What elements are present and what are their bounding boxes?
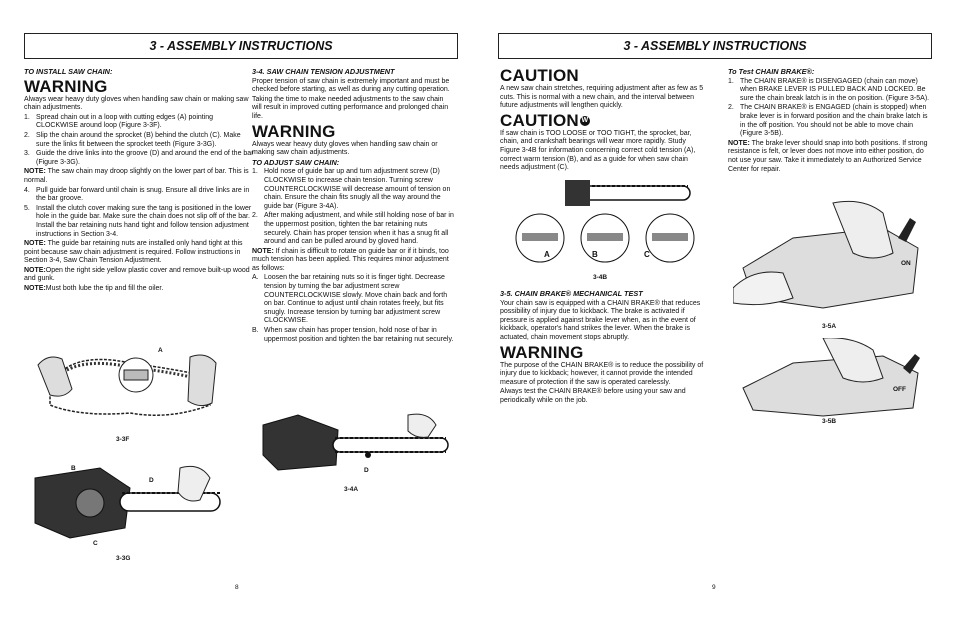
- adjust-title: TO ADJUST SAW CHAIN:: [252, 157, 340, 167]
- caution-heading: CAUTION: [500, 66, 579, 85]
- fig-3-4b-label-c: C: [644, 250, 650, 259]
- caution-text: If saw chain is TOO LOOSE or TOO TIGHT, the sprocket, bar, chain, and crankshaft bearings will wear more rapidly. Study Figure 3-4B for information concerning correct cold tension (A), correct warm tension (B), and as a guide for when saw chain needs adjustment (C).: [500, 129, 696, 172]
- note: NOTE: The brake lever should snap into both positions. If strong resistance is felt, or lever does not move into either position, do not use your saw. Take it immediately to an Authorized Service Center for repair.: [728, 139, 928, 173]
- test-title: To Test CHAIN BRAKE®:: [728, 67, 815, 76]
- figure-3-3f: [30, 345, 230, 430]
- fig-3-3f-caption: 3-3F: [116, 436, 130, 443]
- fig-3-4b-caption: 3-4B: [593, 274, 608, 281]
- figure-3-4b: [510, 178, 700, 273]
- note: NOTE:Must both lube the tip and fill the oiler.: [24, 285, 164, 293]
- page-number-left: 8: [235, 584, 239, 591]
- paragraph: Taking the time to make needed adjustments to the saw chain will result in improved cutting performance and prolonged chain life.: [252, 95, 449, 120]
- note: NOTE: The guide bar retaining nuts are installed only hand tight at this point because saw chain adjustment is required. Follow instructions in Section 3-4, Saw Chain Tension Adjustment.: [24, 240, 243, 265]
- fig-3-3g-label-d: D: [149, 477, 154, 484]
- fig-3-5b-caption: 3-5B: [822, 418, 837, 425]
- fig-3-3f-label-a: A: [158, 347, 163, 354]
- caution-text: A new saw chain stretches, requiring adjustment after as few as 5 cuts. This is normal with a new chain, and the interval between future adjustments will lengthen quickly.: [500, 85, 704, 110]
- note: NOTE:Open the right side yellow plastic cover and remove built-up wood and gunk.: [24, 266, 250, 283]
- left-column-1: [24, 68, 254, 295]
- figure-3-4a: [258, 410, 458, 480]
- list-item: 3. Guide the drive links into the groove (D) and around the end of the bar (Figure 3-3G).: [24, 150, 254, 166]
- section-3-4-title: 3-4. SAW CHAIN TENSION ADJUSTMENT: [252, 67, 395, 76]
- right-header-title: 3 - ASSEMBLY INSTRUCTIONS: [623, 39, 807, 53]
- warning-heading: WARNING: [24, 76, 108, 96]
- figure-3-3g: [30, 458, 235, 550]
- fig-3-5b-label-off: OFF: [893, 386, 906, 393]
- install-title: TO INSTALL SAW CHAIN:: [24, 67, 113, 76]
- caution-w-heading: CAUTION W: [500, 110, 589, 130]
- list-item: 4. Pull guide bar forward until chain is snug. Ensure all drive links are in the bar groove.: [24, 186, 250, 203]
- fig-3-3g-label-b: B: [71, 465, 76, 472]
- right-column-1: [500, 67, 705, 174]
- fig-3-5a-label-on: ON: [901, 260, 911, 267]
- warning-text-2: Always test the CHAIN BRAKE® before using your saw and periodically while on the job.: [500, 388, 686, 404]
- warning-text: Always wear heavy duty gloves when handling saw chain or making saw chain adjustments.: [24, 95, 249, 112]
- section-3-5-title: 3-5. CHAIN BRAKE® MECHANICAL TEST: [500, 289, 643, 298]
- list-item: 1. Hold nose of guide bar up and turn adjustment screw (D) CLOCKWISE to increase chain tension. Turning screw COUNTERCLOCKWISE will decrease amount of tension on chain. Ensure the chain fits snugly all the way around the guide bar (Figure 3-4A).: [252, 168, 451, 210]
- fig-3-3g-caption: 3-3G: [116, 555, 131, 562]
- left-column-2: [252, 68, 455, 345]
- warning-text: The purpose of the CHAIN BRAKE® is to reduce the possibility of injury due to kickback; however, it cannot provide the intended measure of protection if the saw is operated carelessly.: [500, 361, 704, 386]
- right-column-1-lower: [500, 290, 705, 407]
- list-item: 1. Spread chain out in a loop with cutting edges (A) pointing CLOCKWISE around loop (Figure 3-3F).: [24, 113, 214, 130]
- list-item: 2. Slip the chain around the sprocket (B) behind the clutch (C). Make sure the links fit between the sprocket teeth (Figure 3-3G).: [24, 131, 241, 148]
- right-column-2: [728, 68, 931, 175]
- paragraph: Your chain saw is equipped with a CHAIN BRAKE® that reduces possibility of injury due to kickback. The brake is activated if pressure is applied against brake lever when, as in the event of kickback, operator's hand strikes the lever. When the brake is actuated, chain movement stops abruptly.: [500, 299, 701, 341]
- left-header-title: 3 - ASSEMBLY INSTRUCTIONS: [149, 39, 333, 53]
- note: NOTE: The saw chain may droop slightly on the lower part of bar. This is normal.: [24, 168, 249, 184]
- fig-3-4a-label-d: D: [364, 467, 369, 474]
- warning-text: Always wear heavy duty gloves when handling saw chain or making saw chain adjustments.: [252, 140, 438, 157]
- fig-3-3g-label-c: C: [93, 540, 98, 547]
- left-header: [24, 33, 458, 59]
- warning-heading: WARNING: [252, 121, 336, 141]
- list-item: B. When saw chain has proper tension, hold nose of bar in uppermost position and tighten the bar retaining nut securely.: [252, 327, 454, 343]
- list-item: A. Loosen the bar retaining nuts so it is finger tight. Decrease tension by turning the bar adjustment screw COUNTERCLOCKWISE slowly. Move chain back and forth on bar. Continue to adjust until chain rotates freely, but fits snugly. Increase tension by turning bar adjustment screw CLOCKWISE.: [252, 274, 448, 325]
- fig-3-4a-caption: 3-4A: [344, 486, 359, 493]
- fig-3-5a-caption: 3-5A: [822, 323, 837, 330]
- fig-3-4b-label-b: B: [592, 250, 598, 259]
- list-item: 1. The CHAIN BRAKE® is DISENGAGED (chain can move) when BRAKE LEVER IS PULLED BACK AND LOCKED. Be sure the chain break latch is in the on position. (Figure 3-5A).: [728, 77, 930, 102]
- list-item: 5. Install the clutch cover making sure the tang is positioned in the lower hole in the guide bar. Make sure the chain does not slip off of the bar. Install the bar retaining nuts hand tight and follow tension adjustment instructions in Section 3-4.: [24, 204, 252, 238]
- warning-heading: WARNING: [500, 342, 584, 362]
- paragraph: Proper tension of saw chain is extremely important and must be checked before starting, as well as during any cutting operation.: [252, 77, 450, 94]
- list-item: 2. The CHAIN BRAKE® is ENGAGED (chain is stopped) when brake lever is in forward position and the chain brake latch is in the off position. You should not be able to move chain (Figure 3-5B).: [728, 104, 928, 138]
- page-number-right: 9: [712, 584, 716, 591]
- figure-3-5b: [733, 338, 933, 418]
- w-badge-icon: W: [581, 117, 589, 125]
- fig-3-4b-label-a: A: [544, 250, 550, 259]
- note: NOTE: If chain is difficult to rotate on guide bar or if it binds, too much tension has been applied. This requires minor adjustment as follows:: [252, 247, 449, 272]
- list-item: 2. After making adjustment, and while still holding nose of bar in the uppermost position, tighten the bar retaining nuts securely. Chain has proper tension when it has a snug fit all around and can be pulled around by gloved hand.: [252, 212, 454, 246]
- figure-3-5a: [733, 198, 933, 318]
- right-header: [498, 33, 932, 59]
